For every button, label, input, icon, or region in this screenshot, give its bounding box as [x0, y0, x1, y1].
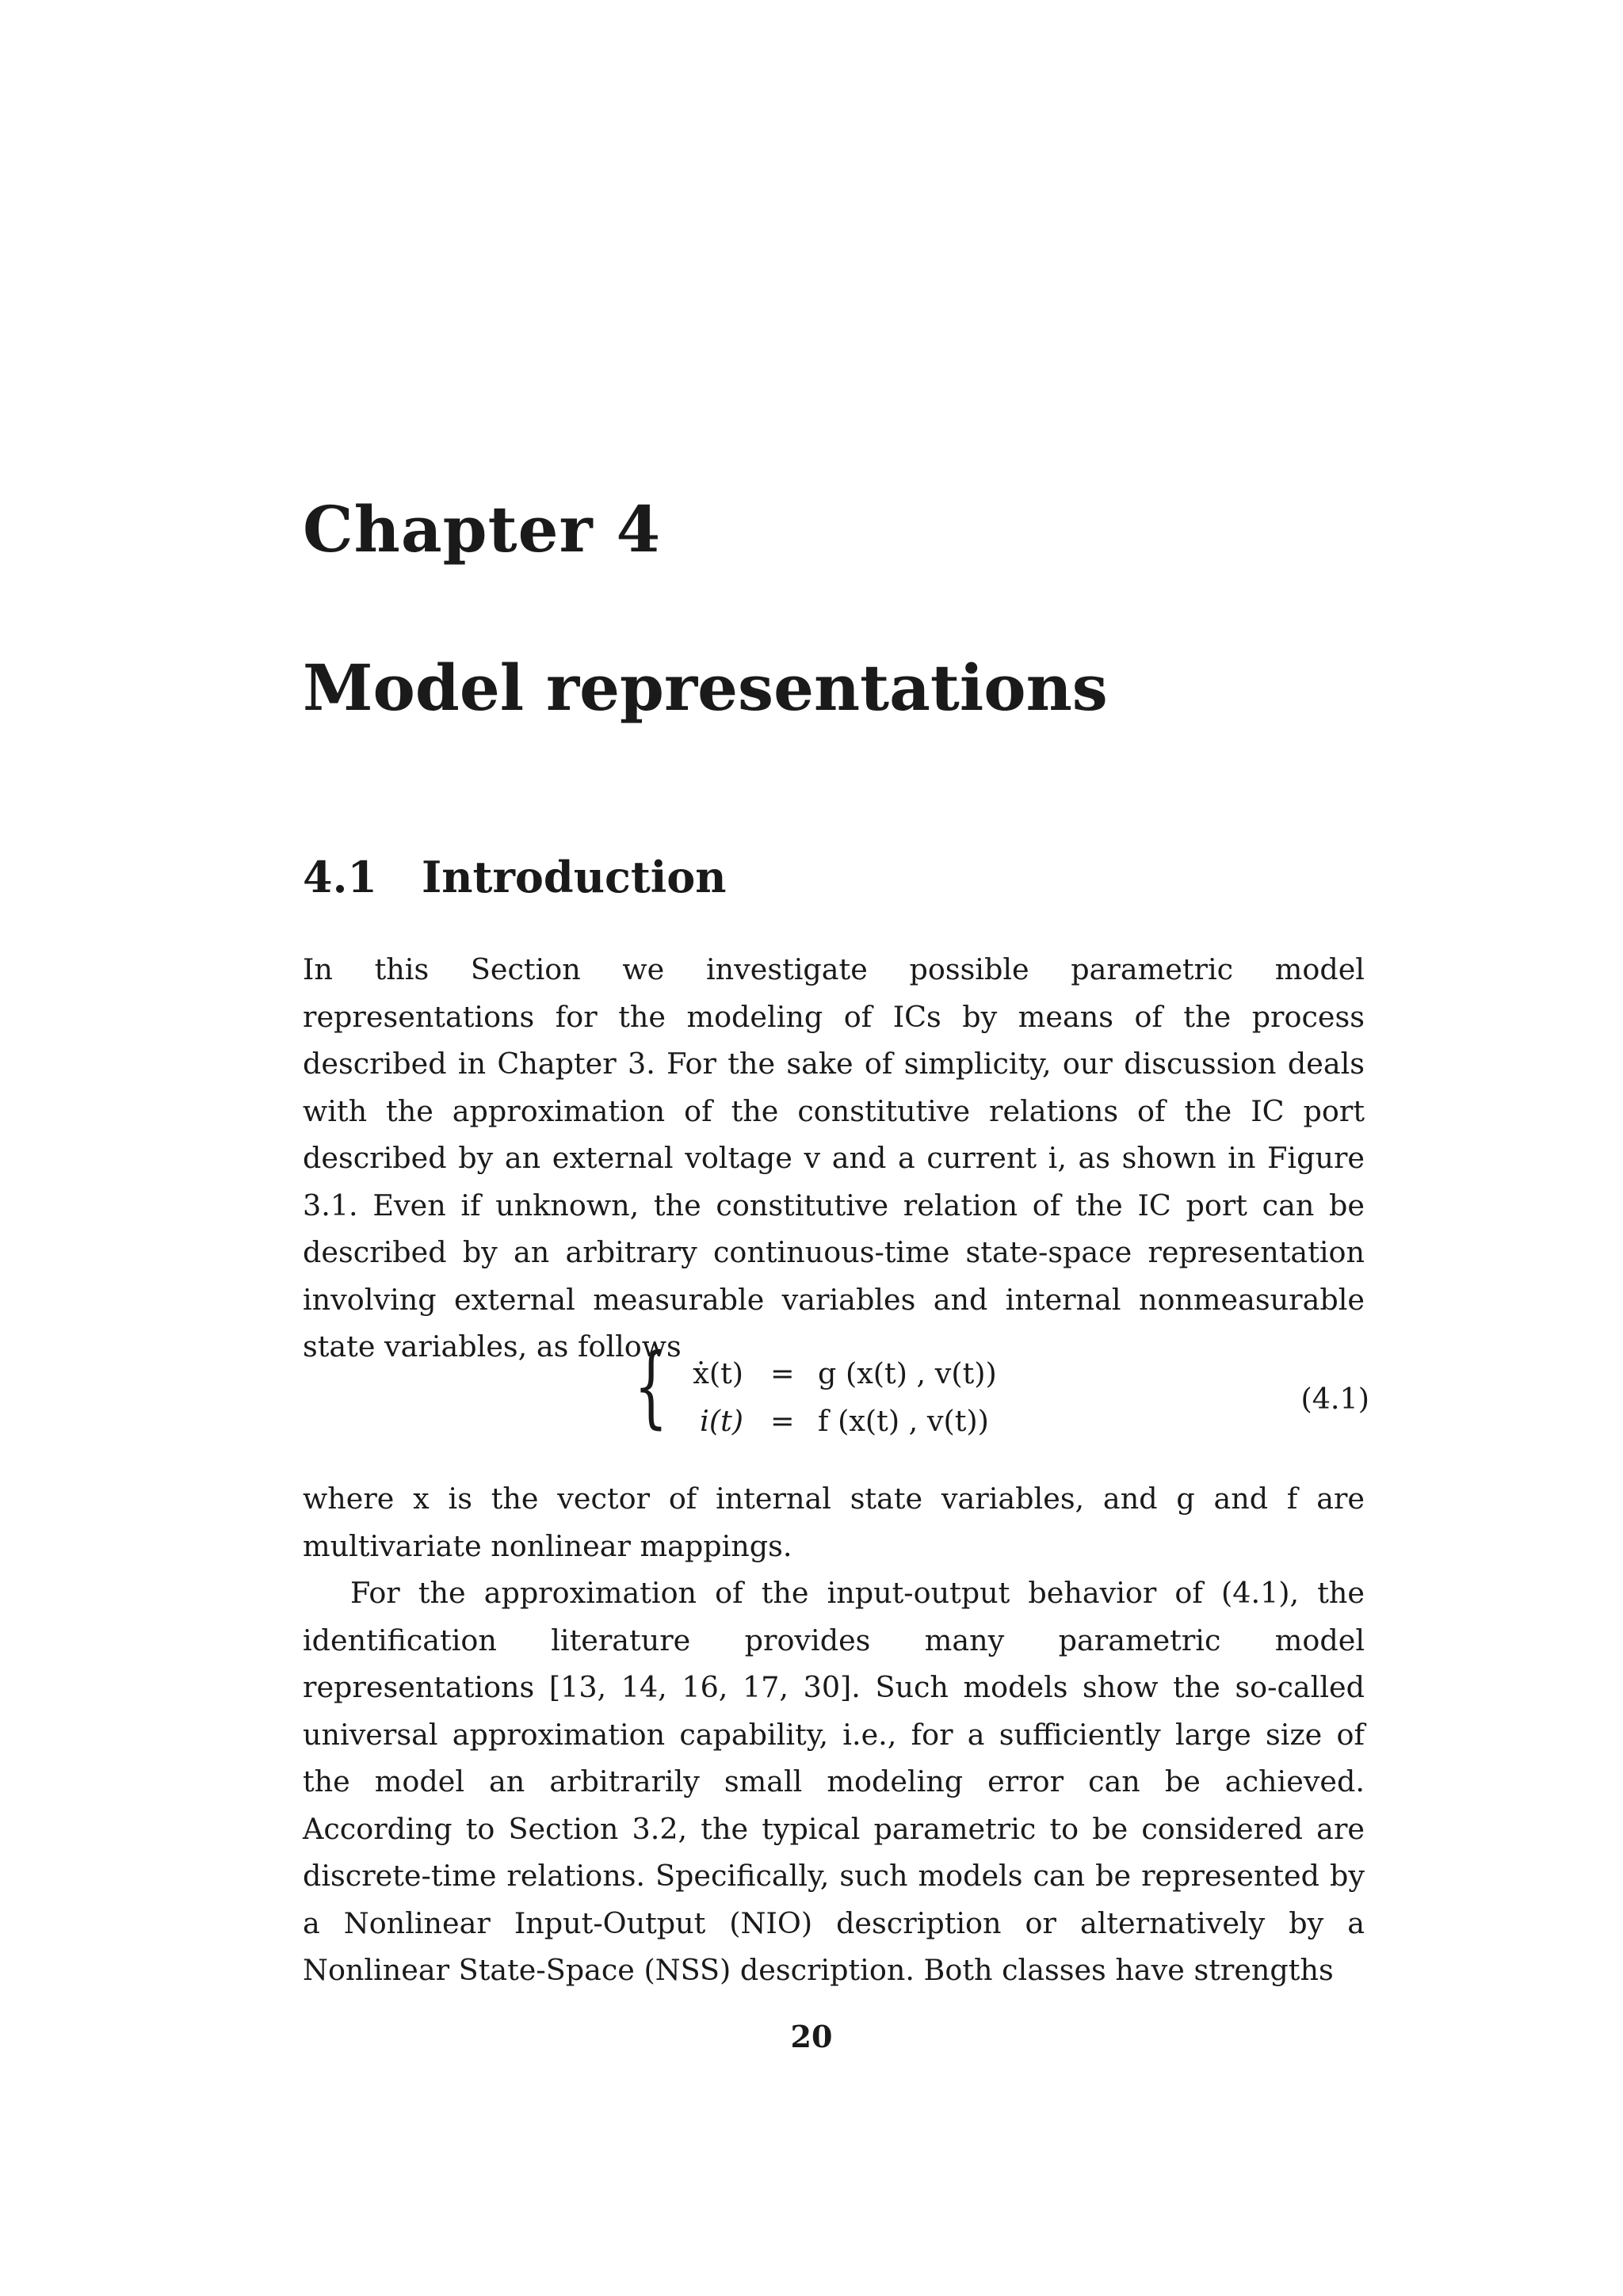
equation-row-2-rhs: f (x(t) , v(t)) [818, 1404, 989, 1438]
paragraph-intro [303, 946, 1365, 1371]
equation-row-1-rhs: g (x(t) , v(t)) [818, 1356, 997, 1390]
section-title: Introduction [422, 852, 727, 902]
equation-row-1-lhs: ẋ(t) [693, 1356, 743, 1390]
equation-number: (4.1) [1300, 1382, 1369, 1416]
equation-brace: { [634, 1335, 668, 1438]
paragraph-intro-text: In this Section we investigate possible parametric model representations for the modeling of ICs by means of the process described in Chapter 3. For the sake of simplicity, our discussion deals with the approximation of the constitutive relations of the IC port described by an external voltage v and a current i, as shown in Figure 3.1. Even if unknown, the constitutive relation of the IC port can be described by an arbitrary continuous-time state-space representation involving external measurable variables and internal nonmeasurable state variables, as follows [303, 952, 1365, 1363]
equation-row-1-equals: = [770, 1356, 795, 1390]
page-number: 20 [790, 2019, 833, 2054]
paragraph-where-text: where x is the vector of internal state variables, and g and f are multivariate nonlinear mappings. [303, 1482, 1365, 1563]
section-number: 4.1 [303, 852, 377, 902]
equation-row-2-lhs: i(t) [700, 1404, 743, 1438]
paragraph-approximation [303, 1569, 1365, 1994]
paragraph-approximation-text: For the approximation of the input-output behavior of (4.1), the identification literature provides many parametric model representations [13, 14, 16, 17, 30]. Such models show the so-called universal approximation capability, i.e., for a sufficiently large size of the model an arbitrarily small modeling error can be achieved. According to Section 3.2, the typical parametric to be considered are discrete-time relations. Specifically, such models can be represented by a Nonlinear Input-Output (NIO) description or alternatively by a Nonlinear State-Space (NSS) description. Both classes have strengths [303, 1576, 1365, 1987]
equation-4-1 [634, 1335, 1369, 1458]
chapter-title: Model representations [303, 650, 1108, 725]
section-heading [303, 852, 727, 902]
paragraph-where [303, 1475, 1365, 1569]
equation-row-2-equals: = [770, 1404, 795, 1438]
chapter-label: Chapter 4 [303, 492, 662, 566]
